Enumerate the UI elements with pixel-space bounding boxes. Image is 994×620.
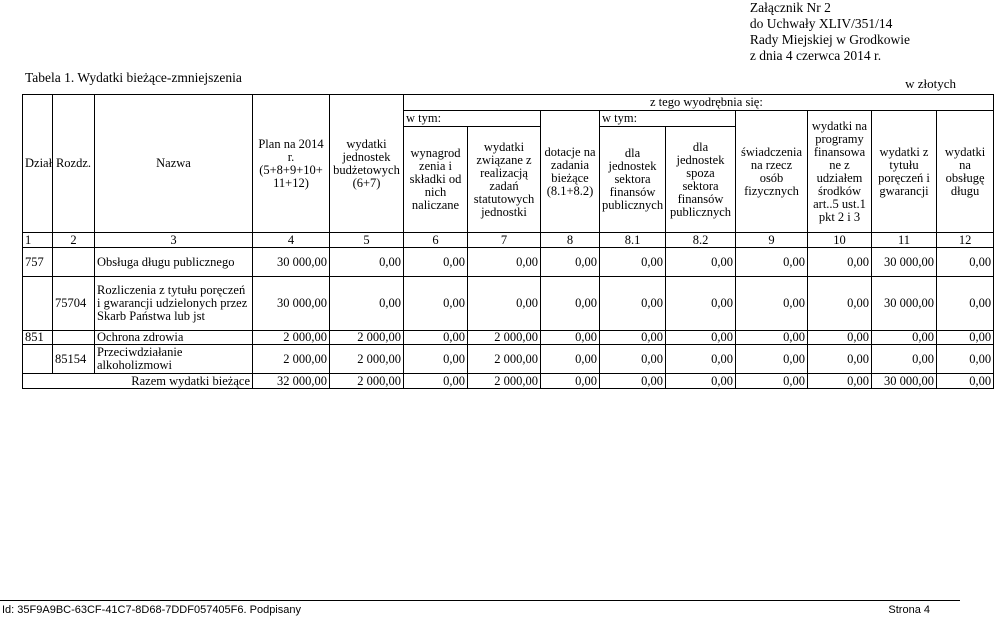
header-zadania-statutowe: wydatki związane z realizacją zadań statutowych jednostki	[468, 127, 541, 233]
cell-value: 0,00	[937, 345, 994, 374]
col-num: 4	[253, 233, 330, 248]
header-dla-spoza: dla jednostek spoza sektora finansów publicznych	[666, 127, 736, 233]
header-spacer	[404, 95, 994, 111]
cell-rozdz	[53, 248, 95, 277]
cell-value: 0,00	[736, 331, 808, 345]
cell-value: 30 000,00	[872, 277, 937, 331]
cell-dzial	[23, 277, 53, 331]
col-num: 2	[53, 233, 95, 248]
total-value: 0,00	[600, 374, 666, 389]
col-num: 8.1	[600, 233, 666, 248]
cell-value: 0,00	[666, 345, 736, 374]
cell-value: 2 000,00	[253, 345, 330, 374]
header-line-2: do Uchwały XLIV/351/14	[749, 16, 893, 31]
col-num: 7	[468, 233, 541, 248]
cell-value: 0,00	[937, 331, 994, 345]
cell-value: 30 000,00	[253, 248, 330, 277]
header-programy: wydatki na programy finansowa ne z udziałem środków art..5 ust.1 pkt 2 i 3	[808, 111, 872, 233]
cell-dzial	[23, 345, 53, 374]
cell-value: 0,00	[468, 248, 541, 277]
cell-value: 2 000,00	[253, 331, 330, 345]
cell-rozdz	[53, 331, 95, 345]
col-num: 11	[872, 233, 937, 248]
cell-value: 0,00	[666, 331, 736, 345]
header-poreczenia: wydatki z tytułu poręczeń i gwarancji	[872, 111, 937, 233]
cell-value: 0,00	[872, 331, 937, 345]
cell-value: 0,00	[808, 277, 872, 331]
col-num: 8	[541, 233, 600, 248]
cell-dzial: 851	[23, 331, 53, 345]
header-wynagrodzenia: wynagrod zenia i składki od nich naliczane	[404, 127, 468, 233]
total-value: 0,00	[937, 374, 994, 389]
cell-value: 0,00	[600, 345, 666, 374]
cell-value: 0,00	[808, 331, 872, 345]
cell-rozdz: 75704	[53, 277, 95, 331]
table-row	[23, 277, 994, 331]
header-dotacje: dotacje na zadania bieżące (8.1+8.2)	[541, 111, 600, 233]
table-row	[23, 331, 994, 345]
col-num: 3	[95, 233, 253, 248]
total-value: 2 000,00	[330, 374, 404, 389]
cell-value: 0,00	[937, 248, 994, 277]
cell-nazwa: Ochrona zdrowia	[95, 331, 253, 345]
attachment-header	[750, 0, 910, 64]
cell-value: 2 000,00	[468, 331, 541, 345]
cell-value: 0,00	[666, 248, 736, 277]
cell-value: 0,00	[872, 345, 937, 374]
expenses-table	[22, 94, 994, 389]
cell-value: 2 000,00	[468, 345, 541, 374]
cell-value: 0,00	[600, 331, 666, 345]
header-w-tym-2: w tym:	[600, 111, 736, 127]
header-line-3: Rady Miejskiej w Grodkowie	[749, 32, 910, 47]
table-row	[23, 345, 994, 374]
table-row	[23, 248, 994, 277]
page-number: Strona 4	[888, 604, 930, 616]
cell-value: 0,00	[404, 277, 468, 331]
cell-value: 0,00	[937, 277, 994, 331]
cell-value: 0,00	[808, 345, 872, 374]
cell-value: 0,00	[541, 331, 600, 345]
col-num: 1	[23, 233, 53, 248]
cell-dzial: 757	[23, 248, 53, 277]
cell-value: 0,00	[404, 331, 468, 345]
cell-value: 0,00	[404, 345, 468, 374]
cell-value: 0,00	[736, 248, 808, 277]
header-dla-jsfp: dla jednostek sektora finansów publicznych	[600, 127, 666, 233]
total-value: 32 000,00	[253, 374, 330, 389]
cell-value: 0,00	[736, 277, 808, 331]
col-num: 5	[330, 233, 404, 248]
cell-value: 0,00	[330, 277, 404, 331]
col-num: 12	[937, 233, 994, 248]
table-title: Tabela 1. Wydatki bieżące-zmniejszenia	[25, 70, 242, 85]
cell-value: 0,00	[600, 277, 666, 331]
total-value: 30 000,00	[872, 374, 937, 389]
cell-nazwa: Przeciwdziałanie alkoholizmowi	[95, 345, 253, 374]
total-value: 0,00	[404, 374, 468, 389]
cell-value: 0,00	[404, 248, 468, 277]
header-line-1: Załącznik Nr 2	[749, 0, 831, 15]
cell-value: 0,00	[600, 248, 666, 277]
document-id: Id: 35F9A9BC-63CF-41C7-8D68-7DDF057405F6. Podpisany	[2, 604, 301, 616]
cell-value: 2 000,00	[330, 345, 404, 374]
total-label: Razem wydatki bieżące	[23, 374, 253, 389]
cell-nazwa: Rozliczenia z tytułu poręczeń i gwarancji udzielonych przez Skarb Państwa lub jst	[95, 277, 253, 331]
column-number-row	[23, 233, 994, 248]
cell-value: 0,00	[330, 248, 404, 277]
cell-value: 30 000,00	[872, 248, 937, 277]
header-obsluga: wydatki na obsługę długu	[937, 111, 994, 233]
cell-value: 0,00	[541, 248, 600, 277]
col-num: 10	[808, 233, 872, 248]
cell-value: 30 000,00	[253, 277, 330, 331]
total-value: 0,00	[666, 374, 736, 389]
cell-value: 0,00	[666, 277, 736, 331]
header-wydatki-jb: wydatki jednostek budżetowych (6+7)	[330, 95, 404, 233]
cell-rozdz: 85154	[53, 345, 95, 374]
total-row	[23, 374, 994, 389]
footer-divider	[0, 600, 960, 601]
header-z-tego: z tego wyodrębnia się:	[650, 95, 763, 109]
cell-value: 0,00	[736, 345, 808, 374]
unit-label: w złotych	[905, 76, 956, 91]
cell-value: 0,00	[541, 277, 600, 331]
total-value: 2 000,00	[468, 374, 541, 389]
cell-value: 2 000,00	[330, 331, 404, 345]
total-value: 0,00	[736, 374, 808, 389]
header-dzial: Dział	[23, 95, 53, 233]
total-value: 0,00	[808, 374, 872, 389]
total-value: 0,00	[541, 374, 600, 389]
header-swiadczenia: świadczenia na rzecz osób fizycznych	[736, 111, 808, 233]
header-rozdz: Rozdz.	[53, 95, 95, 233]
header-line-4: z dnia 4 czerwca 2014 r.	[749, 48, 882, 63]
col-num: 6	[404, 233, 468, 248]
cell-nazwa: Obsługa długu publicznego	[95, 248, 253, 277]
cell-value: 0,00	[468, 277, 541, 331]
header-nazwa: Nazwa	[95, 95, 253, 233]
col-num: 9	[736, 233, 808, 248]
header-w-tym-1: w tym:	[404, 111, 541, 127]
cell-value: 0,00	[808, 248, 872, 277]
cell-value: 0,00	[541, 345, 600, 374]
col-num: 8.2	[666, 233, 736, 248]
header-plan: Plan na 2014 r. (5+8+9+10+ 11+12)	[253, 95, 330, 233]
